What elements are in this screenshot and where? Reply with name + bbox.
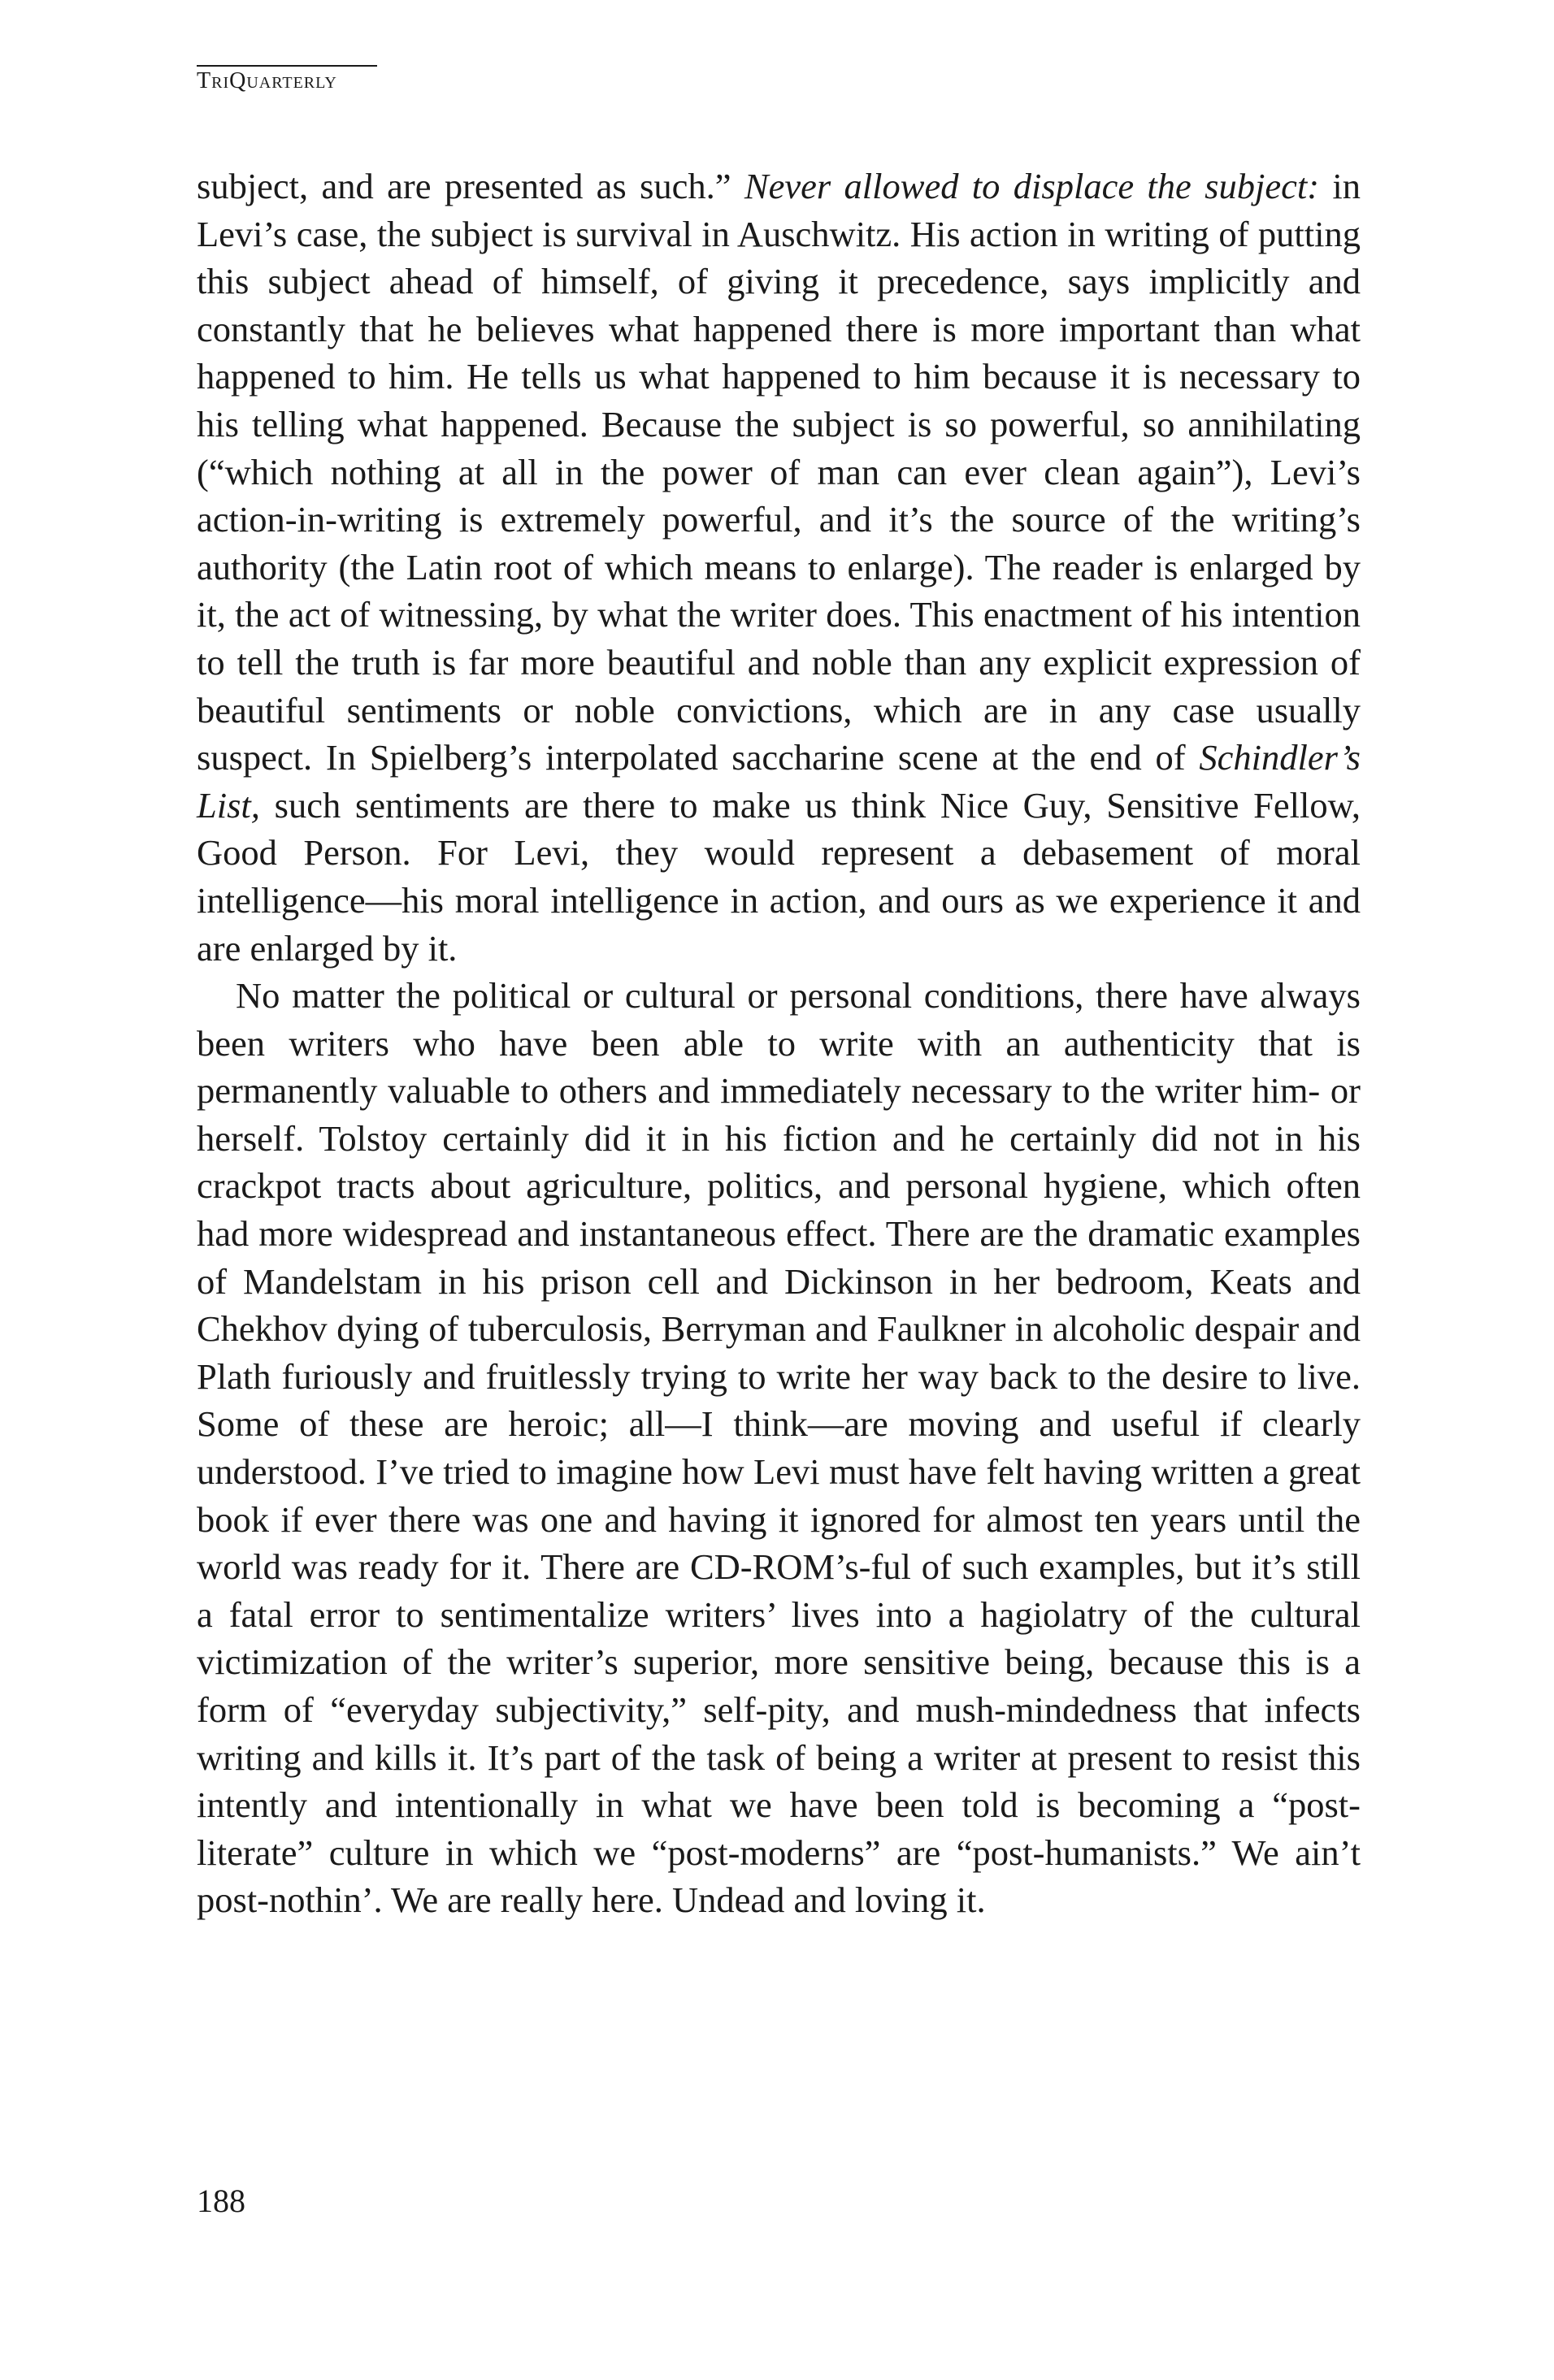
page-number: 188 (197, 2183, 245, 2219)
running-head-rule (197, 65, 377, 67)
body-text (197, 163, 1361, 1924)
running-head: TriQuarterly (197, 68, 337, 93)
paragraph-1-part-1: subject, and are presented as such.” (197, 166, 744, 206)
paragraph-2: No matter the political or cultural or personal conditions, there have always been writers who have been able to write with an authenticity that is permanently valuable to others and immediately necessary to the writer him- or herself. Tolstoy certainly did it in his fiction and he certainly did not in his crackpot tracts about agriculture, politics, and personal hygiene, which often had more widespread and instantaneous effect. There are the dramatic examples of Mandelstam in his prison cell and Dickinson in her bedroom, Keats and Chekhov dying of tuberculosis, Berryman and Faulkner in alcoholic despair and Plath furiously and fruitlessly trying to write her way back to the desire to live. Some of these are heroic; all—I think—are moving and useful if clearly understood. I’ve tried to imagine how Levi must have felt having written a great book if ever there was one and having it ignored for almost ten years until the world was ready for it. There are CD-ROM’s-ful of such examples, but it’s still a fatal error to sentimentalize writers’ lives into a hagiolatry of the cultural victimization of the writer’s superior, more sensitive being, because this is a form of “everyday subjectivity,” self-pity, and mush-mindedness that infects writing and kills it. It’s part of the task of being a writer at present to resist this intently and intentionally in what we have been told is becoming a “post-literate” culture in which we “post-moderns” are “post-humanists.” We ain’t post-nothin’. We are really here. Undead and loving it. (197, 975, 1361, 1921)
paragraph-1-italic-2: Schindler’s List, (197, 737, 1361, 826)
paragraph-1-part-2: in Levi’s case, the subject is survival in Auschwitz. His action in writing of putting this subject ahead of himself, of giving it precedence, says implicitly and constantly that he believes what happened there is more important than what happened to him. He tells us what happened to him because it is necessary to his telling what happened. Because the subject is so powerful, so annihilating (“which nothing at all in the power of man can ever clean again”), Levi’s action-in-writing is extremely powerful, and it’s the source of the writing’s authority (the Latin root of which means to enlarge). The reader is enlarged by it, the act of witnessing, by what the writer does. This enactment of his intention to tell the truth is far more beautiful and noble than any explicit expression of beautiful sentiments or noble convictions, which are in any case usually suspect. In Spielberg’s interpolated saccharine scene at the end of (197, 166, 1361, 778)
paragraph-1 (197, 163, 1361, 972)
paragraph-1-part-3: such sentiments are there to make us think Nice Guy, Sensitive Fellow, Good Person. For Levi, they would represent a debasement of moral intelligence—his moral intelligence in action, and ours as we experience it and are enlarged by it. (197, 784, 1361, 969)
paragraph-1-italic-1: Never allowed to displace the subject: (744, 166, 1320, 206)
